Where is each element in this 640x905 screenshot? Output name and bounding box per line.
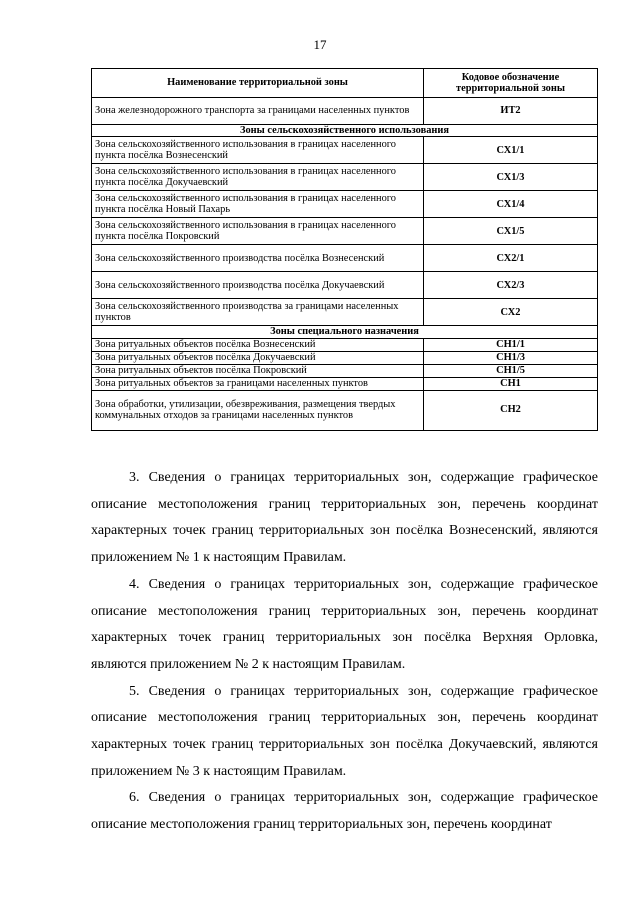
table-row (92, 351, 598, 364)
table-row (92, 164, 598, 191)
zone-code: СН1/1 (424, 338, 598, 351)
zone-code: СХ1/1 (424, 137, 598, 164)
table-section-row (92, 326, 598, 338)
zone-name: Зона ритуальных объектов посёлка Покровский (92, 364, 424, 377)
section-title: Зоны специального назначения (92, 326, 598, 338)
zone-name: Зона ритуальных объектов посёлка Докучаевский (92, 351, 424, 364)
zone-name: Зона сельскохозяйственного использования в границах населенного пункта посёлка Покровский (92, 218, 424, 245)
page-number: 17 (313, 37, 327, 52)
zone-name: Зона железнодорожного транспорта за границами населенных пунктов (92, 98, 424, 125)
zone-name: Зона сельскохозяйственного использования в границах населенного пункта посёлка Вознесенский (92, 137, 424, 164)
table-row (92, 390, 598, 430)
zone-name: Зона ритуальных объектов за границами населенных пунктов (92, 377, 424, 390)
zone-code: СН1/3 (424, 351, 598, 364)
table-row (92, 272, 598, 299)
table-row (92, 364, 598, 377)
zone-code: СХ2/1 (424, 245, 598, 272)
zone-code: СХ2/3 (424, 272, 598, 299)
paragraph-5: 5. Сведения о границах территориальных зон, содержащие графическое описание местоположения границ территориальных зон, перечень координат характерных точек границ территориальных зон посёлка Докучаевский, являются приложением № 3 к настоящим Правилам. (91, 683, 598, 779)
table-row (92, 299, 598, 326)
zone-code: СХ2 (424, 299, 598, 326)
zone-code: СН2 (424, 390, 598, 430)
section-title: Зоны сельскохозяйственного использования (92, 125, 598, 137)
table-row (92, 377, 598, 390)
zone-code: ИТ2 (424, 98, 598, 125)
table-section-row (92, 125, 598, 137)
body-text (91, 465, 598, 839)
table-row (92, 338, 598, 351)
header-zone-name: Наименование территориальной зоны (92, 69, 424, 98)
zone-code: СН1 (424, 377, 598, 390)
zone-code: СХ1/4 (424, 191, 598, 218)
table-header-row (92, 69, 598, 98)
zone-name: Зона сельскохозяйственного использования в границах населенного пункта посёлка Новый Пахарь (92, 191, 424, 218)
table-row (92, 98, 598, 125)
paragraph-4: 4. Сведения о границах территориальных зон, содержащие графическое описание местоположения границ территориальных зон, перечень координат характерных точек границ территориальных зон посёлка Верхняя Орловка, являются приложением № 2 к настоящим Правилам. (91, 576, 598, 672)
zone-code: СН1/5 (424, 364, 598, 377)
table-row (92, 137, 598, 164)
zone-code: СХ1/5 (424, 218, 598, 245)
zone-name: Зона сельскохозяйственного производства посёлка Вознесенский (92, 245, 424, 272)
zone-code: СХ1/3 (424, 164, 598, 191)
zone-name: Зона ритуальных объектов посёлка Вознесенский (92, 338, 424, 351)
header-zone-code: Кодовое обозначение территориальной зоны (424, 69, 598, 98)
table-row (92, 191, 598, 218)
paragraph-3: 3. Сведения о границах территориальных зон, содержащие графическое описание местоположения границ территориальных зон, перечень координат характерных точек границ территориальных зон посёлка Вознесенский, являются приложением № 1 к настоящим Правилам. (91, 470, 598, 566)
zone-name: Зона сельскохозяйственного производства за границами населенных пунктов (92, 299, 424, 326)
zones-table (91, 68, 598, 431)
paragraph-6: 6. Сведения о границах территориальных зон, содержащие графическое описание местоположения границ территориальных зон, перечень координат (91, 790, 598, 833)
table-row (92, 245, 598, 272)
zone-name: Зона сельскохозяйственного использования в границах населенного пункта посёлка Докучаевский (92, 164, 424, 191)
zone-name: Зона сельскохозяйственного производства посёлка Докучаевский (92, 272, 424, 299)
zone-name: Зона обработки, утилизации, обезвреживания, размещения твердых коммунальных отходов за границами населенных пунктов (92, 390, 424, 430)
table-row (92, 218, 598, 245)
